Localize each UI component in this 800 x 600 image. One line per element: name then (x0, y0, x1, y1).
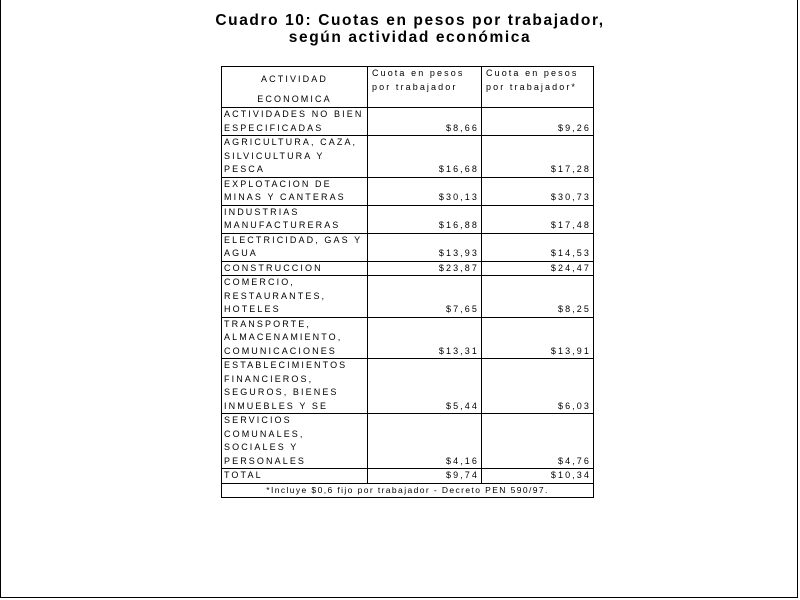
header-cuota-total: Cuota en pesos por trabajador* (482, 67, 594, 108)
cuota-cell: $8,66 (368, 108, 482, 136)
cuota-cell: $30,13 (368, 177, 482, 205)
table-row (222, 359, 594, 414)
table-title (140, 12, 680, 46)
header-cuota: Cuota en pesos por trabajador (368, 67, 482, 108)
actividad-cell: TOTAL (222, 469, 368, 484)
cuota-total-cell: $30,73 (482, 177, 594, 205)
cuota-cell: $7,65 (368, 276, 482, 318)
actividad-cell: ELECTRICIDAD, GAS Y AGUA (222, 233, 368, 261)
table-row (222, 177, 594, 205)
footnote: *Incluye $0,6 fijo por trabajador - Decreto PEN 590/97. (222, 483, 594, 498)
actividad-cell: INDUSTRIAS MANUFACTURERAS (222, 205, 368, 233)
actividad-cell: ESTABLECIMIENTOS FINANCIEROS, SEGUROS, BIENES INMUEBLES Y SE (222, 359, 368, 414)
cuota-total-cell: $8,25 (482, 276, 594, 318)
cuota-cell: $9,74 (368, 469, 482, 484)
actividad-cell: SERVICIOS COMUNALES, SOCIALES Y PERSONALES (222, 414, 368, 469)
cuota-cell: $4,16 (368, 414, 482, 469)
total-row (222, 469, 594, 484)
cuota-cell: $16,68 (368, 136, 482, 178)
title-line-1: Cuadro 10: Cuotas en pesos por trabajador, (215, 12, 605, 29)
footnote-row (222, 483, 594, 498)
table-row (222, 276, 594, 318)
actividad-cell: CONSTRUCCION (222, 261, 368, 276)
actividad-cell: AGRICULTURA, CAZA, SILVICULTURA Y PESCA (222, 136, 368, 178)
actividad-cell: COMERCIO, RESTAURANTES, HOTELES (222, 276, 368, 318)
cuota-cell: $16,88 (368, 205, 482, 233)
cuota-total-cell: $10,34 (482, 469, 594, 484)
cuota-cell: $5,44 (368, 359, 482, 414)
title-line-2: según actividad económica (288, 29, 532, 46)
cuota-cell: $23,87 (368, 261, 482, 276)
header-actividad-line2: ECONOMICA (257, 93, 332, 104)
cuota-cell: $13,93 (368, 233, 482, 261)
actividad-cell: EXPLOTACION DE MINAS Y CANTERAS (222, 177, 368, 205)
cuota-total-cell: $6,03 (482, 359, 594, 414)
table-row (222, 108, 594, 136)
header-actividad-line1: ACTIVIDAD (261, 74, 328, 84)
cuota-total-cell: $13,91 (482, 317, 594, 359)
cuotas-table (221, 66, 594, 498)
actividad-cell: ACTIVIDADES NO BIEN ESPECIFICADAS (222, 108, 368, 136)
cuota-total-cell: $17,48 (482, 205, 594, 233)
cuota-total-cell: $24,47 (482, 261, 594, 276)
table-row (222, 414, 594, 469)
table-row (222, 317, 594, 359)
cuota-total-cell: $9,26 (482, 108, 594, 136)
header-row (222, 67, 594, 108)
table-row (222, 205, 594, 233)
cuota-total-cell: $14,53 (482, 233, 594, 261)
cuota-cell: $13,31 (368, 317, 482, 359)
actividad-cell: TRANSPORTE, ALMACENAMIENTO, COMUNICACIONES (222, 317, 368, 359)
table-row (222, 136, 594, 178)
table-row (222, 233, 594, 261)
table-row (222, 261, 594, 276)
cuota-total-cell: $4,76 (482, 414, 594, 469)
header-actividad (222, 67, 368, 108)
cuota-total-cell: $17,28 (482, 136, 594, 178)
